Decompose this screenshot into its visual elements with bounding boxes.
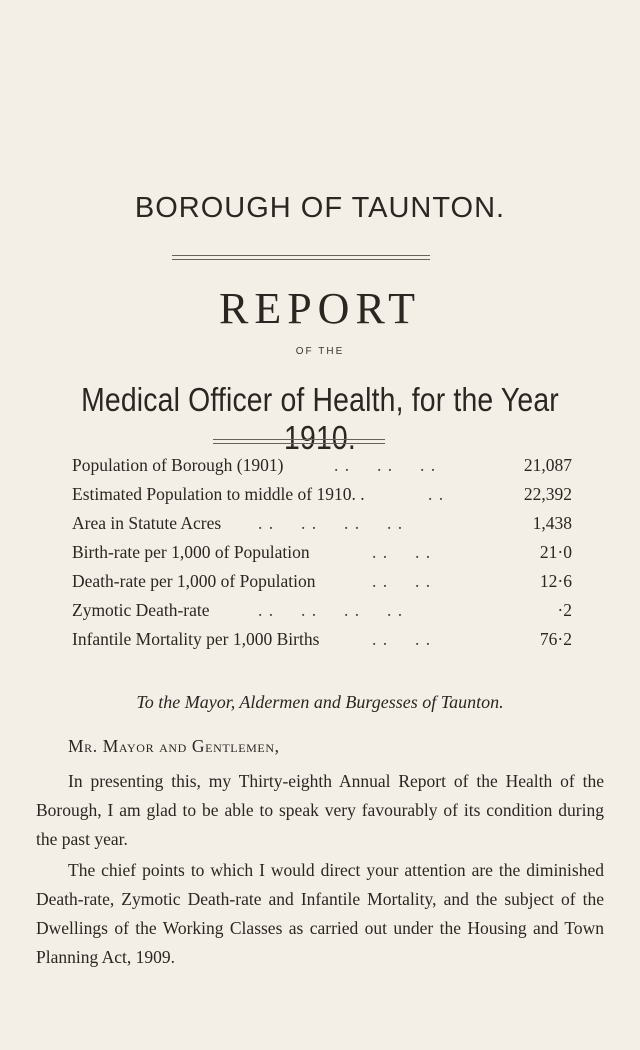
statistics-table: [72, 451, 572, 654]
letter-paragraph: In presenting this, my Thirty-eighth Annual Report of the Health of the Borough, I am glad to be able to speak very favourably of its condition during the past year.: [36, 771, 604, 849]
stat-leader-dots: . . . . . .: [334, 455, 437, 475]
stat-leader-dots: . . . .: [372, 542, 432, 562]
stat-row: [72, 625, 572, 654]
of-the-subheading: OF THE: [295, 346, 345, 357]
stat-value: 22,392: [523, 484, 572, 504]
stat-row: [72, 596, 572, 625]
stat-label: Death-rate per 1,000 of Population: [72, 571, 316, 591]
stat-value: 76·2: [539, 629, 572, 649]
stat-row: [72, 451, 572, 480]
stat-leader-dots: . . . .: [372, 629, 432, 649]
stat-row: [72, 538, 572, 567]
stat-label: Area in Statute Acres: [72, 513, 222, 533]
stat-value: 21,087: [523, 455, 572, 475]
stat-value: 1,438: [532, 513, 572, 533]
borough-heading: BOROUGH OF TAUNTON.: [134, 192, 506, 224]
stat-label: Population of Borough (1901): [72, 455, 284, 475]
stat-value: 12·6: [539, 571, 572, 591]
stat-leader-dots: . . . .: [372, 571, 432, 591]
stat-row: [72, 567, 572, 596]
stat-value: 21·0: [539, 542, 572, 562]
stat-value: ·2: [557, 600, 572, 620]
stat-row: [72, 480, 572, 509]
stat-label: Birth-rate per 1,000 of Population: [72, 542, 310, 562]
stat-label: Infantile Mortality per 1,000 Births: [72, 629, 320, 649]
double-rule-bottom: [213, 439, 385, 444]
double-rule-top: [172, 255, 430, 260]
document-title: Medical Officer of Health, for the Year 1910.: [81, 381, 559, 456]
stat-leader-dots: . . . . . . . .: [258, 600, 404, 620]
letter-address: To the Mayor, Aldermen and Burgesses of Taunton.: [136, 692, 504, 712]
stat-row: [72, 509, 572, 538]
stat-label: Zymotic Death-rate: [72, 600, 210, 620]
letter-salutation: Mr. Mayor and Gentlemen,: [68, 736, 280, 756]
letter-paragraph: The chief points to which I would direct your attention are the diminished Death-rate, Zymotic Death-rate and Infantile Mortality, and the subject of the Dwellings of the Working Classes as carried out under the Housing and Town Planning Act, 1909.: [36, 860, 604, 967]
stat-leader-dots: . . . . . . . .: [258, 513, 404, 533]
report-heading: REPORT: [218, 284, 422, 333]
stat-label: Estimated Population to middle of 1910. .: [72, 484, 365, 504]
stat-leader-dots: . .: [428, 484, 445, 504]
